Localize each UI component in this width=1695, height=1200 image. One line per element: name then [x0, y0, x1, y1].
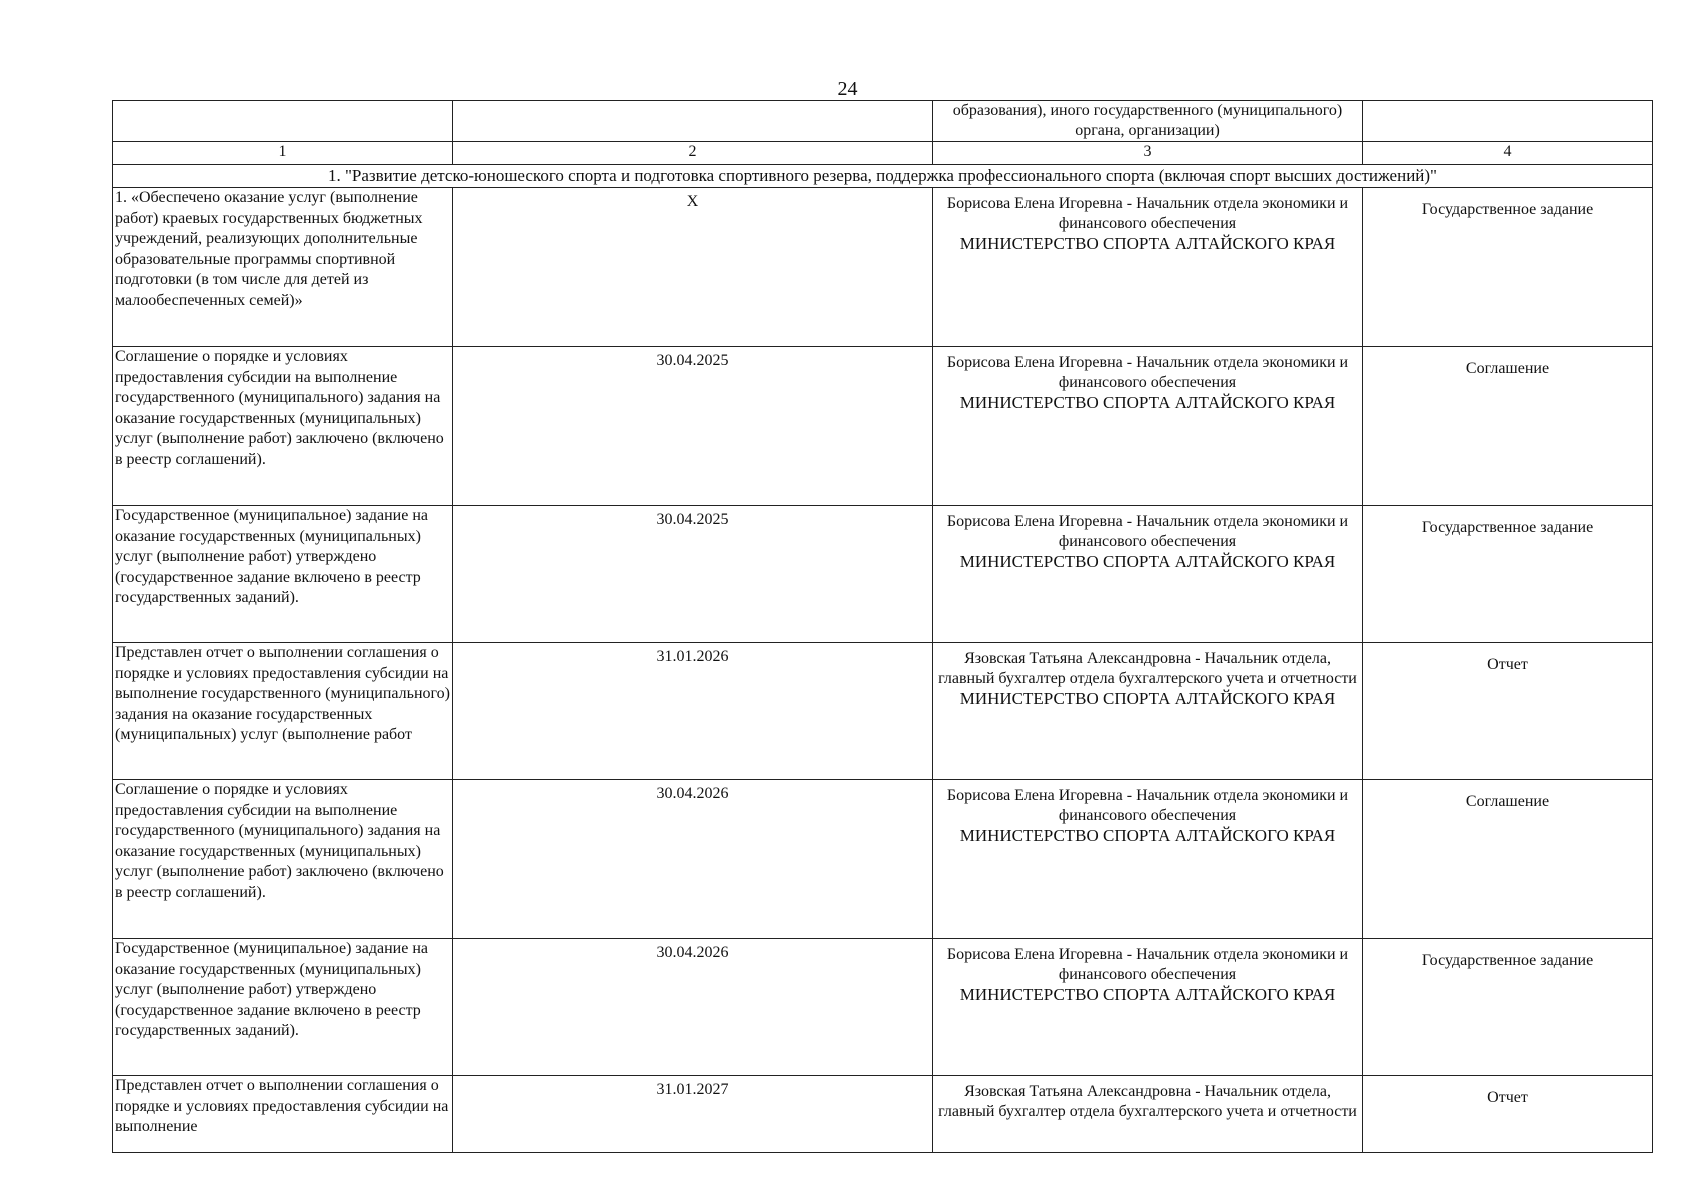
row-date: 31.01.2027 [453, 1076, 933, 1153]
row-responsible [933, 780, 1363, 939]
row-responsible [933, 939, 1363, 1076]
column-number-row [113, 142, 1653, 165]
row-description: Соглашение о порядке и условиях предоставления субсидии на выполнение государственного (муниципального) задания на оказание государственных (муниципальных) услуг (выполнение работ) заключено (включено в реестр соглашений). [113, 780, 453, 939]
row-date: 30.04.2025 [453, 347, 933, 506]
row-responsible [933, 188, 1363, 347]
row-date: 30.04.2026 [453, 939, 933, 1076]
table-row [113, 939, 1653, 1076]
row-date: 31.01.2026 [453, 643, 933, 780]
organization-name: МИНИСТЕРСТВО СПОРТА АЛТАЙСКОГО КРАЯ [959, 234, 1336, 253]
organization-name: МИНИСТЕРСТВО СПОРТА АЛТАЙСКОГО КРАЯ [959, 552, 1336, 571]
page-number: 24 [837, 78, 858, 100]
header-cell-3: образования), иного государственного (муниципального) органа, организации) [933, 101, 1363, 142]
row-description: Представлен отчет о выполнении соглашения о порядке и условиях предоставления субсидии на выполнение государственного (муниципального) задания на оказание государственных (муниципальных) услуг (выполнение работ [113, 643, 453, 780]
row-responsible [933, 347, 1363, 506]
row-description: Государственное (муниципальное) задание на оказание государственных (муниципальных) услуг (выполнение работ) утверждено (государственное задание включено в реестр государственных заданий). [113, 506, 453, 643]
organization-name: МИНИСТЕРСТВО СПОРТА АЛТАЙСКОГО КРАЯ [959, 826, 1336, 845]
column-number: 4 [1363, 142, 1653, 165]
table-row [113, 1076, 1653, 1153]
table-row [113, 506, 1653, 643]
row-document: Государственное задание [1363, 188, 1653, 347]
table-row [113, 347, 1653, 506]
table-row [113, 780, 1653, 939]
table-header-row [113, 101, 1653, 142]
plan-table [112, 100, 1653, 1153]
header-cell-1 [113, 101, 453, 142]
responsible-person: Борисова Елена Игоревна - Начальник отдела экономики и финансового обеспечения [946, 513, 1349, 550]
responsible-person: Борисова Елена Игоревна - Начальник отдела экономики и финансового обеспечения [946, 946, 1349, 983]
header-cell-4 [1363, 101, 1653, 142]
organization-name: МИНИСТЕРСТВО СПОРТА АЛТАЙСКОГО КРАЯ [959, 689, 1336, 708]
row-description: 1. «Обеспечено оказание услуг (выполнение работ) краевых государственных бюджетных учреждений, реализующих дополнительные образовательные программы спортивной подготовки (в том числе для детей из малообеспеченных семей)» [113, 188, 453, 347]
organization-name: МИНИСТЕРСТВО СПОРТА АЛТАЙСКОГО КРАЯ [959, 393, 1336, 412]
responsible-person: Борисова Елена Игоревна - Начальник отдела экономики и финансового обеспечения [946, 354, 1349, 391]
row-responsible [933, 643, 1363, 780]
column-number: 2 [453, 142, 933, 165]
column-number: 3 [933, 142, 1363, 165]
row-date: 30.04.2025 [453, 506, 933, 643]
row-responsible [933, 1076, 1363, 1153]
responsible-person: Борисова Елена Игоревна - Начальник отдела экономики и финансового обеспечения [946, 195, 1349, 232]
row-date: X [453, 188, 933, 347]
row-document: Соглашение [1363, 347, 1653, 506]
row-document: Отчет [1363, 1076, 1653, 1153]
responsible-person: Язовская Татьяна Александровна - Начальник отдела, главный бухгалтер отдела бухгалтерского учета и отчетности [938, 1083, 1357, 1120]
responsible-person: Борисова Елена Игоревна - Начальник отдела экономики и финансового обеспечения [946, 787, 1349, 824]
organization-name: МИНИСТЕРСТВО СПОРТА АЛТАЙСКОГО КРАЯ [959, 985, 1336, 1004]
section-title-row [113, 165, 1653, 188]
row-document: Государственное задание [1363, 506, 1653, 643]
table-row [113, 643, 1653, 780]
row-description: Представлен отчет о выполнении соглашения о порядке и условиях предоставления субсидии на выполнение [113, 1076, 453, 1153]
section-title: 1. "Развитие детско-юношеского спорта и подготовка спортивного резерва, поддержка профессионального спорта (включая спорт высших достижений)" [113, 165, 1653, 188]
row-description: Государственное (муниципальное) задание на оказание государственных (муниципальных) услуг (выполнение работ) утверждено (государственное задание включено в реестр государственных заданий). [113, 939, 453, 1076]
responsible-person: Язовская Татьяна Александровна - Начальник отдела, главный бухгалтер отдела бухгалтерского учета и отчетности [938, 650, 1357, 687]
row-date: 30.04.2026 [453, 780, 933, 939]
row-description: Соглашение о порядке и условиях предоставления субсидии на выполнение государственного (муниципального) задания на оказание государственных (муниципальных) услуг (выполнение работ) заключено (включено в реестр соглашений). [113, 347, 453, 506]
row-document: Государственное задание [1363, 939, 1653, 1076]
row-document: Соглашение [1363, 780, 1653, 939]
table-row [113, 188, 1653, 347]
row-responsible [933, 506, 1363, 643]
column-number: 1 [113, 142, 453, 165]
header-cell-2 [453, 101, 933, 142]
row-document: Отчет [1363, 643, 1653, 780]
